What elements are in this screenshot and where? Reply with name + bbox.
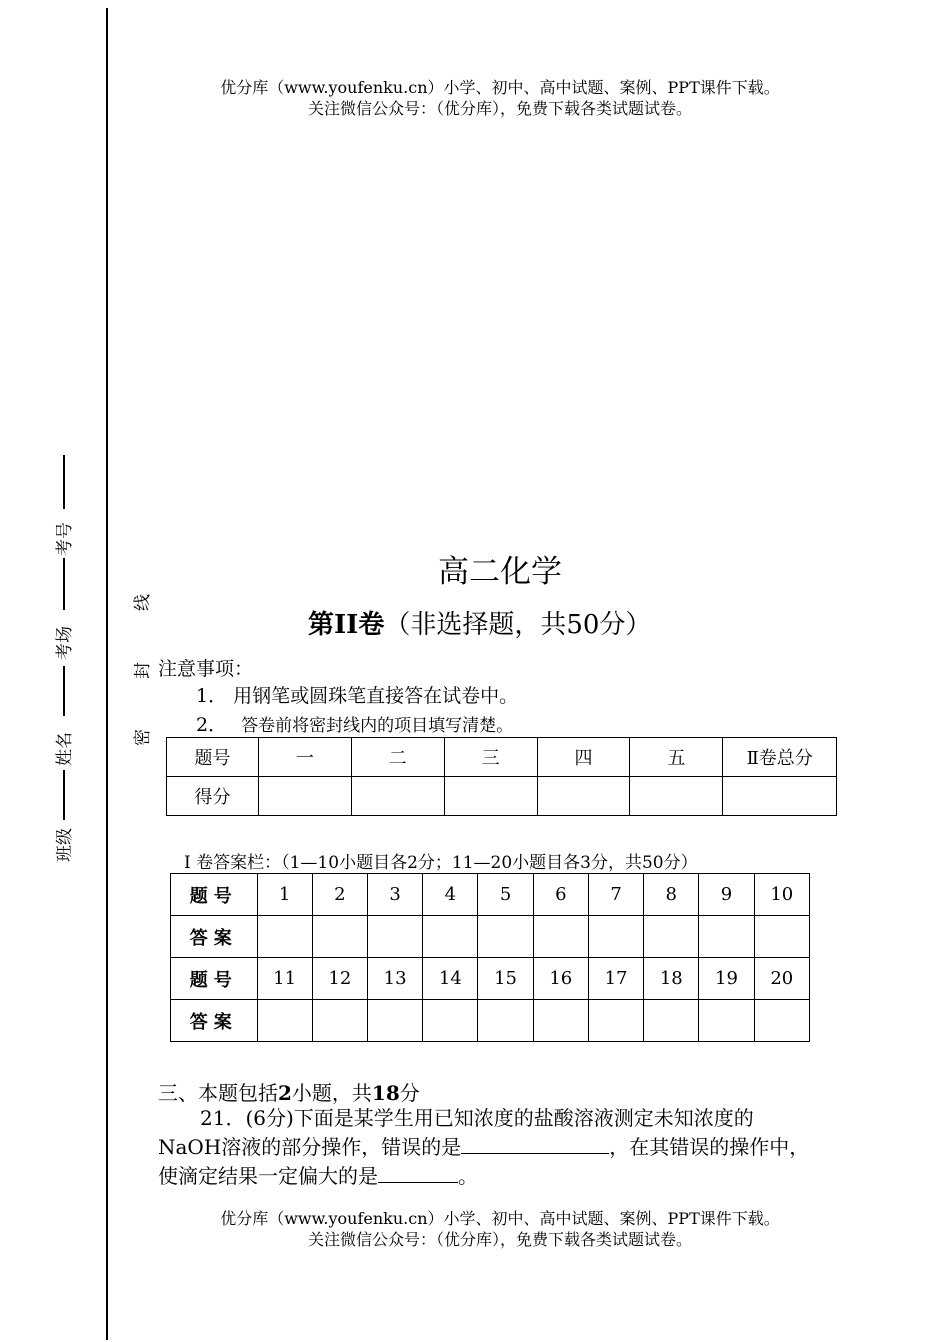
exam-subtitle <box>308 604 651 641</box>
answer-cell[interactable] <box>588 1000 643 1042</box>
answer-row-2 <box>171 1000 810 1042</box>
number-cell: 12 <box>312 958 367 1000</box>
answer-cell[interactable] <box>644 916 699 958</box>
score-cell[interactable] <box>351 777 444 816</box>
score-header-cell: Ⅱ卷总分 <box>723 738 837 777</box>
answer-blank-2[interactable] <box>378 1162 458 1183</box>
header-line-1: 优分库（www.youfenku.cn）小学、初中、高中试题、案例、PPT课件下载。 <box>220 78 780 97</box>
number-cell: 3 <box>367 874 422 916</box>
room-label: 考场 <box>55 626 75 660</box>
score-cell[interactable] <box>723 777 837 816</box>
answer-cell[interactable] <box>367 1000 422 1042</box>
subtitle-rest: （非选择题，共50分） <box>384 610 652 640</box>
number-cell: 13 <box>367 958 422 1000</box>
answer-cell[interactable] <box>423 1000 478 1042</box>
seal-mark-xian: 线 <box>133 594 153 611</box>
number-cell: 7 <box>588 874 643 916</box>
answer-cell[interactable] <box>367 916 422 958</box>
answer-cell[interactable] <box>644 1000 699 1042</box>
exam-title: 高二化学 <box>438 554 562 590</box>
answer-cell[interactable] <box>754 916 809 958</box>
class-blank <box>63 770 65 820</box>
notes-item-2 <box>196 710 513 737</box>
question-21-line-2-a: NaOH溶液的部分操作，错误的是 <box>158 1135 462 1159</box>
answer-cell[interactable] <box>478 1000 533 1042</box>
answer-cell[interactable] <box>699 1000 754 1042</box>
question-21-line-2 <box>158 1133 809 1161</box>
number-cell: 5 <box>478 874 533 916</box>
number-cell: 19 <box>699 958 754 1000</box>
question-21-line-3-a: 使滴定结果一定偏大的是 <box>158 1164 378 1188</box>
question-21-line-1: 21．(6分)下面是某学生用已知浓度的盐酸溶液测定未知浓度的 <box>200 1106 754 1130</box>
section-3-suffix: 分 <box>399 1081 420 1105</box>
section-3-prefix: 三、本题包括 <box>158 1081 278 1105</box>
number-cell: 14 <box>423 958 478 1000</box>
number-cell: 10 <box>754 874 809 916</box>
answer-cell[interactable] <box>257 916 312 958</box>
number-cell: 17 <box>588 958 643 1000</box>
answer-cell[interactable] <box>699 916 754 958</box>
section-3-heading <box>158 1077 420 1106</box>
score-table-score-row <box>167 777 837 816</box>
notes-item-2-text: 答卷前将密封线内的项目填写清楚。 <box>241 716 514 736</box>
answer-table <box>170 873 810 1042</box>
answer-cell[interactable] <box>478 916 533 958</box>
section-3-count: 2 <box>278 1081 292 1105</box>
score-header-cell: 题号 <box>167 738 259 777</box>
score-cell[interactable] <box>444 777 537 816</box>
answer-label-cell: 答案 <box>171 916 258 958</box>
answer-cell[interactable] <box>533 1000 588 1042</box>
answer-blank-1[interactable] <box>461 1133 609 1154</box>
number-cell: 18 <box>644 958 699 1000</box>
score-cell[interactable] <box>630 777 723 816</box>
subtitle-bold: 第II卷 <box>308 610 385 640</box>
answer-number-row-1 <box>171 874 810 916</box>
number-cell: 9 <box>699 874 754 916</box>
number-cell: 6 <box>533 874 588 916</box>
class-label: 班级 <box>55 828 75 862</box>
section-3-points: 18 <box>371 1081 400 1105</box>
footer-line-2: 关注微信公众号：（优分库），免费下载各类试题试卷。 <box>307 1230 692 1249</box>
footer-line-1: 优分库（www.youfenku.cn）小学、初中、高中试题、案例、PPT课件下载。 <box>220 1209 780 1228</box>
score-header-cell: 四 <box>537 738 630 777</box>
score-header-cell: 一 <box>258 738 351 777</box>
score-cell[interactable] <box>258 777 351 816</box>
score-header-cell: 五 <box>630 738 723 777</box>
answer-label-cell: 答案 <box>171 1000 258 1042</box>
notes-item-2-num: 2． <box>196 714 228 736</box>
answer-row-1 <box>171 916 810 958</box>
number-cell: 4 <box>423 874 478 916</box>
header-line-2: 关注微信公众号：（优分库），免费下载各类试题试卷。 <box>307 99 692 118</box>
score-row-label: 得分 <box>167 777 259 816</box>
answer-cell[interactable] <box>257 1000 312 1042</box>
number-label: 考号 <box>55 522 75 556</box>
number-cell: 8 <box>644 874 699 916</box>
name-label: 姓名 <box>55 732 75 766</box>
number-label-cell: 题号 <box>171 874 258 916</box>
number-cell: 1 <box>257 874 312 916</box>
answer-caption: Ⅰ 卷答案栏：（1—10小题目各2分；11—20小题目各3分，共50分） <box>184 853 698 873</box>
room-blank <box>63 558 65 610</box>
answer-number-row-2 <box>171 958 810 1000</box>
question-21-line-3 <box>158 1162 478 1190</box>
answer-cell[interactable] <box>423 916 478 958</box>
section-3-middle: 小题，共 <box>291 1081 372 1105</box>
score-header-cell: 三 <box>444 738 537 777</box>
answer-cell[interactable] <box>533 916 588 958</box>
question-21-line-2-b: ，在其错误的操作中， <box>609 1135 810 1159</box>
answer-cell[interactable] <box>312 1000 367 1042</box>
answer-cell[interactable] <box>588 916 643 958</box>
binding-line <box>106 8 108 1340</box>
number-cell: 20 <box>754 958 809 1000</box>
score-table <box>166 737 837 816</box>
question-21-line-3-b: 。 <box>458 1164 478 1188</box>
score-table-header-row <box>167 738 837 777</box>
number-cell: 11 <box>257 958 312 1000</box>
number-cell: 16 <box>533 958 588 1000</box>
name-blank <box>63 666 65 716</box>
seal-mark-mi: 密 <box>133 729 153 746</box>
number-label-cell: 题号 <box>171 958 258 1000</box>
number-blank <box>63 455 65 509</box>
answer-cell[interactable] <box>312 916 367 958</box>
score-header-cell: 二 <box>351 738 444 777</box>
score-cell[interactable] <box>537 777 630 816</box>
number-cell: 15 <box>478 958 533 1000</box>
number-cell: 2 <box>312 874 367 916</box>
notes-item-1: 1． 用钢笔或圆珠笔直接答在试卷中。 <box>196 685 519 707</box>
answer-cell[interactable] <box>754 1000 809 1042</box>
notes-heading: 注意事项： <box>158 658 254 680</box>
seal-mark-feng: 封 <box>133 662 153 679</box>
